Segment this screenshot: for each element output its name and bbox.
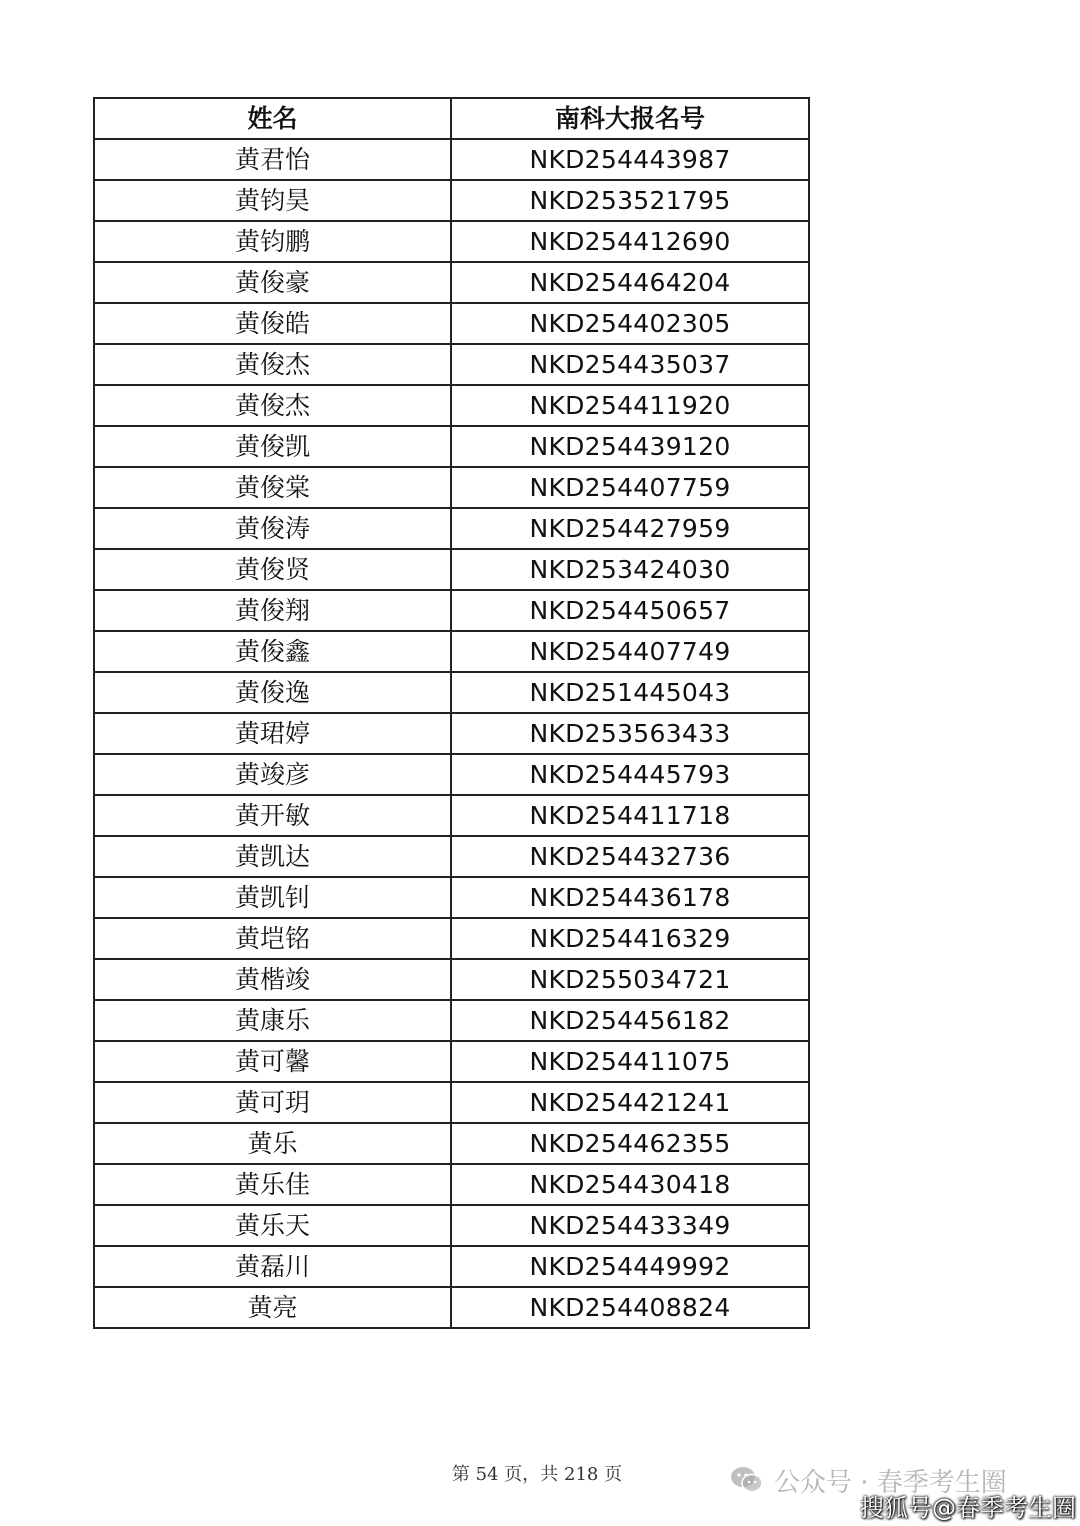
table-row — [94, 303, 809, 344]
registration-number-cell: NKD254439120 — [451, 426, 809, 467]
registration-number-cell: NKD254416329 — [451, 918, 809, 959]
header-name: 姓名 — [94, 98, 451, 139]
table-row — [94, 754, 809, 795]
name-cell: 黄康乐 — [94, 1000, 451, 1041]
table-row — [94, 1246, 809, 1287]
registration-number-cell: NKD254445793 — [451, 754, 809, 795]
table-row — [94, 262, 809, 303]
registration-number-cell: NKD254432736 — [451, 836, 809, 877]
registration-number-cell: NKD253424030 — [451, 549, 809, 590]
page-number-text: 第 54 页，共 218 页 — [451, 1464, 623, 1485]
name-cell: 黄俊翔 — [94, 590, 451, 631]
name-list-table — [93, 97, 810, 1329]
table-row — [94, 877, 809, 918]
name-cell: 黄垲铭 — [94, 918, 451, 959]
table-row — [94, 713, 809, 754]
name-cell: 黄开敏 — [94, 795, 451, 836]
name-cell: 黄俊豪 — [94, 262, 451, 303]
name-cell: 黄俊贤 — [94, 549, 451, 590]
table-row — [94, 344, 809, 385]
table-row — [94, 426, 809, 467]
table-row — [94, 139, 809, 180]
name-cell: 黄俊棠 — [94, 467, 451, 508]
header-registration-number: 南科大报名号 — [451, 98, 809, 139]
registration-number-cell: NKD254433349 — [451, 1205, 809, 1246]
registration-number-cell: NKD254408824 — [451, 1287, 809, 1328]
name-cell: 黄楷竣 — [94, 959, 451, 1000]
wechat-icon — [730, 1466, 764, 1494]
registration-number-cell: NKD254402305 — [451, 303, 809, 344]
registration-number-cell: NKD254464204 — [451, 262, 809, 303]
table-row — [94, 1082, 809, 1123]
registration-number-cell: NKD254449992 — [451, 1246, 809, 1287]
name-cell: 黄凯达 — [94, 836, 451, 877]
name-cell: 黄乐 — [94, 1123, 451, 1164]
sohu-watermark-text: 搜狐号@春季考生圈 — [860, 1494, 1076, 1522]
name-cell: 黄俊鑫 — [94, 631, 451, 672]
registration-number-cell: NKD254462355 — [451, 1123, 809, 1164]
table-row — [94, 1287, 809, 1328]
name-cell: 黄钧昊 — [94, 180, 451, 221]
name-cell: 黄俊皓 — [94, 303, 451, 344]
name-cell: 黄凯钊 — [94, 877, 451, 918]
registration-number-cell: NKD254450657 — [451, 590, 809, 631]
name-cell: 黄竣彦 — [94, 754, 451, 795]
table-row — [94, 180, 809, 221]
registration-number-cell: NKD254443987 — [451, 139, 809, 180]
name-cell: 黄俊涛 — [94, 508, 451, 549]
name-cell: 黄君怡 — [94, 139, 451, 180]
registration-number-cell: NKD253563433 — [451, 713, 809, 754]
registration-number-cell: NKD254412690 — [451, 221, 809, 262]
table-row — [94, 1000, 809, 1041]
table-row — [94, 508, 809, 549]
table-row — [94, 467, 809, 508]
table-row — [94, 672, 809, 713]
table-row — [94, 1205, 809, 1246]
table-row — [94, 385, 809, 426]
table-header-row — [94, 98, 809, 139]
sohu-watermark — [860, 1488, 1076, 1520]
table-row — [94, 1041, 809, 1082]
name-cell: 黄磊川 — [94, 1246, 451, 1287]
name-cell: 黄珺婷 — [94, 713, 451, 754]
registration-number-cell: NKD254407749 — [451, 631, 809, 672]
table-row — [94, 918, 809, 959]
table-body — [94, 139, 809, 1328]
registration-number-cell: NKD254430418 — [451, 1164, 809, 1205]
name-cell: 黄乐佳 — [94, 1164, 451, 1205]
table-row — [94, 795, 809, 836]
registration-number-cell: NKD254411718 — [451, 795, 809, 836]
name-cell: 黄可玥 — [94, 1082, 451, 1123]
registration-number-cell: NKD254411075 — [451, 1041, 809, 1082]
registration-number-cell: NKD255034721 — [451, 959, 809, 1000]
name-cell: 黄俊凯 — [94, 426, 451, 467]
table-row — [94, 221, 809, 262]
name-cell: 黄可馨 — [94, 1041, 451, 1082]
name-cell: 黄俊逸 — [94, 672, 451, 713]
registration-number-cell: NKD254411920 — [451, 385, 809, 426]
registration-number-cell: NKD254427959 — [451, 508, 809, 549]
table-row — [94, 1123, 809, 1164]
table-row — [94, 631, 809, 672]
name-cell: 黄亮 — [94, 1287, 451, 1328]
registration-number-cell: NKD254435037 — [451, 344, 809, 385]
registration-number-cell: NKD254407759 — [451, 467, 809, 508]
registration-number-cell: NKD251445043 — [451, 672, 809, 713]
registration-number-cell: NKD254436178 — [451, 877, 809, 918]
table-row — [94, 1164, 809, 1205]
table-row — [94, 836, 809, 877]
name-cell: 黄乐天 — [94, 1205, 451, 1246]
name-cell: 黄俊杰 — [94, 385, 451, 426]
name-cell: 黄俊杰 — [94, 344, 451, 385]
registration-number-cell: NKD254456182 — [451, 1000, 809, 1041]
table-row — [94, 959, 809, 1000]
table-row — [94, 549, 809, 590]
registration-number-cell: NKD253521795 — [451, 180, 809, 221]
table-row — [94, 590, 809, 631]
name-cell: 黄钧鹏 — [94, 221, 451, 262]
registration-number-cell: NKD254421241 — [451, 1082, 809, 1123]
wechat-watermark-text: 公众号 · 春季考生圈 — [774, 1467, 1007, 1498]
